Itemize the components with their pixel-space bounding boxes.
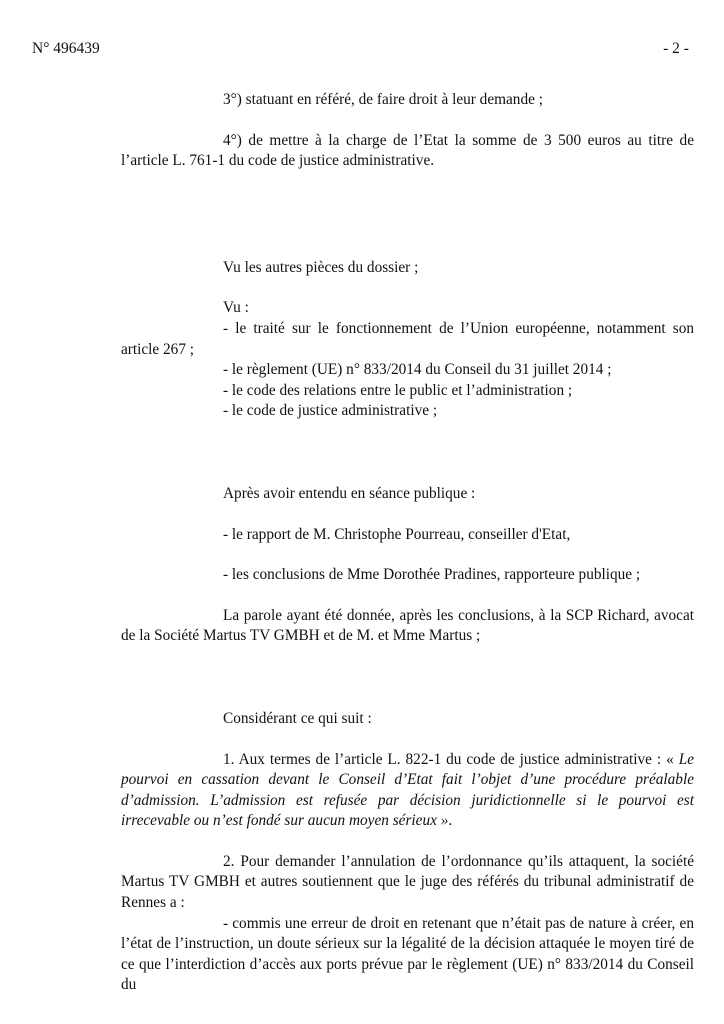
spacer: [121, 422, 694, 484]
spacer: [121, 545, 694, 565]
conclusion-item-3: 3°) statuant en référé, de faire droit à leur demande ;: [223, 91, 543, 108]
paragraph-1: [121, 750, 694, 832]
parole-paragraph: La parole ayant été donnée, après les conclusions, à la SCP Richard, avocat de la Société Martus TV GMBH et de M. et Mme Martus ;: [121, 606, 694, 645]
vu-item-reglement: - le règlement (UE) n° 833/2014 du Conseil du 31 juillet 2014 ;: [223, 361, 612, 379]
page-number: - 2 -: [663, 40, 689, 57]
spacer: [121, 647, 694, 709]
vu-item-traite: - le traité sur le fonctionnement de l’Union européenne, notamment son article 267 ;: [121, 319, 694, 358]
vu-autres-pieces: Vu les autres pièces du dossier ;: [223, 258, 419, 276]
paragraph-2: 2. Pour demander l’annulation de l’ordonnance qu’ils attaquent, la société Martus TV GMBH et autres soutiennent que le juge des référés du tribunal administratif de Rennes a :: [121, 852, 694, 912]
document-number: N° 496439: [32, 40, 100, 57]
spacer: [121, 832, 694, 852]
spacer: [121, 278, 694, 298]
audience-item-conclusions: - les conclusions de Mme Dorothée Pradines, rapporteure publique ;: [223, 566, 641, 584]
paragraph-2-grief-1: - commis une erreur de droit en retenant que n’était pas de nature à créer, en l’état de l’instruction, un doute sérieux sur la légalité de la décision attaquée le moyen tiré de ce que l’interdiction d’accès aux ports prévue par le règlement (UE) n° 833/2014 du Conseil du: [121, 914, 694, 994]
conclusion-item-4: 4°) de mettre à la charge de l’Etat la somme de 3 500 euros au titre de l’article L. 761-1 du code de justice administrative.: [121, 131, 694, 170]
paragraph-1-quote: Le pourvoi en cassation devant le Conseil d’Etat fait l’objet d’une procédure préalable d’admission. L’admission est refusée par décision juridictionnelle si le pourvoi est irrecevable ou n’est fondé sur aucun moyen sérieux »: [121, 750, 694, 830]
apres-avoir-entendu: Après avoir entendu en séance publique :: [223, 484, 476, 502]
page-header: [32, 38, 694, 60]
vu-item-code-relations: - le code des relations entre le public et l’administration ;: [223, 381, 573, 399]
paragraph-1-tail: .: [448, 812, 453, 830]
paragraph-1-lead: 1. Aux termes de l’article L. 822-1 du code de justice administrative : «: [223, 750, 679, 768]
vu-item-code-justice: - le code de justice administrative ;: [223, 402, 438, 420]
spacer: [121, 111, 694, 131]
considerant-heading: Considérant ce qui suit :: [223, 709, 372, 727]
spacer: [121, 586, 694, 606]
vu-label: Vu :: [223, 299, 249, 317]
audience-item-rapport: - le rapport de M. Christophe Pourreau, conseiller d'Etat,: [223, 525, 571, 543]
spacer: [121, 730, 694, 750]
spacer: [121, 505, 694, 525]
document-body: [121, 90, 694, 996]
spacer: [121, 172, 694, 258]
